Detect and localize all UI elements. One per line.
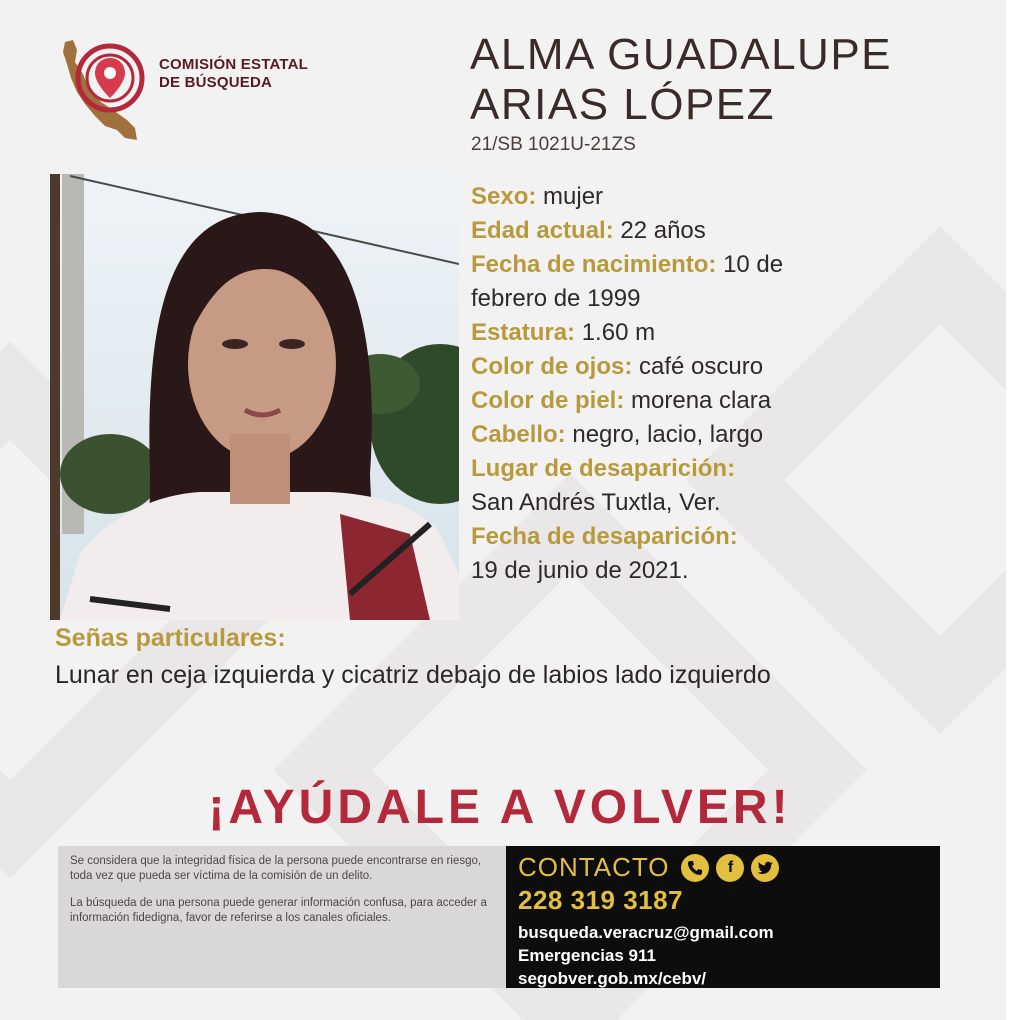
veracruz-map-pin-icon [55,36,155,146]
detail-value: mujer [543,183,604,210]
detail-nacimiento-cont [471,282,991,316]
detail-value: morena clara [631,387,772,414]
detail-ojos [471,350,991,384]
frame-border [1006,0,1020,1020]
detail-label: Edad actual: [471,217,614,244]
contact-phone[interactable]: 228 319 3187 [518,885,684,915]
detail-fecha [471,520,991,554]
detail-nacimiento [471,248,991,282]
person-name-line2: ARIAS LÓPEZ [470,80,776,129]
contact-title: CONTACTO [518,852,670,882]
detail-fecha-value [471,554,991,588]
call-to-action: ¡AYÚDALE A VOLVER! [208,781,792,834]
details-list [471,180,991,588]
person-photo [50,174,459,620]
phone-icon [681,854,709,882]
detail-value: 10 de [723,251,784,278]
facebook-icon[interactable]: f [716,854,744,882]
detail-label: Estatura: [471,319,576,346]
contact-box [506,846,940,988]
detail-label: Color de piel: [471,387,625,414]
detail-edad [471,214,991,248]
organization-logo [55,36,345,146]
contact-email[interactable]: busqueda.veracruz@gmail.com [518,923,774,942]
detail-value: negro, lacio, largo [572,421,764,448]
twitter-icon[interactable] [751,854,779,882]
detail-label: Sexo: [471,183,537,210]
detail-sexo [471,180,991,214]
contact-emergencias: Emergencias 911 [518,946,656,965]
disclaimer-paragraph: Se considera que la integridad física de la persona puede encontrarse en riesgo, toda vez que pueda ser víctima de la comisión de un delito. [70,855,482,882]
detail-lugar-value [471,486,991,520]
person-name [470,30,990,130]
detail-cabello [471,418,991,452]
detail-value: 22 años [620,217,706,244]
senas-text: Lunar en ceja izquierda y cicatriz debajo de labios lado izquierdo [55,661,771,689]
detail-estatura [471,316,991,350]
detail-value: café oscuro [639,353,764,380]
detail-value: 19 de junio de 2021. [471,557,689,584]
case-id: 21/SB 1021U-21ZS [471,134,636,155]
detail-label: Lugar de desaparición: [471,455,736,482]
detail-value: 1.60 m [581,319,656,346]
detail-label: Fecha de nacimiento: [471,251,717,278]
person-name-line1: ALMA GUADALUPE [470,30,893,79]
disclaimer-box [58,846,508,988]
detail-label: Cabello: [471,421,566,448]
organization-name-line1: COMISIÓN ESTATAL [159,56,309,73]
organization-name-line2: DE BÚSQUEDA [159,74,273,91]
detail-value: febrero de 1999 [471,285,641,312]
detail-piel [471,384,991,418]
senas-title: Señas particulares: [55,624,286,652]
contact-website[interactable]: segobver.gob.mx/cebv/ [518,969,707,988]
detail-lugar [471,452,991,486]
detail-label: Color de ojos: [471,353,633,380]
detail-label: Fecha de desaparición: [471,523,738,550]
disclaimer-paragraph: La búsqueda de una persona puede generar información confusa, para acceder a información fidedigna, favor de referirse a los canales oficiales. [70,897,487,924]
detail-value: San Andrés Tuxtla, Ver. [471,489,721,516]
